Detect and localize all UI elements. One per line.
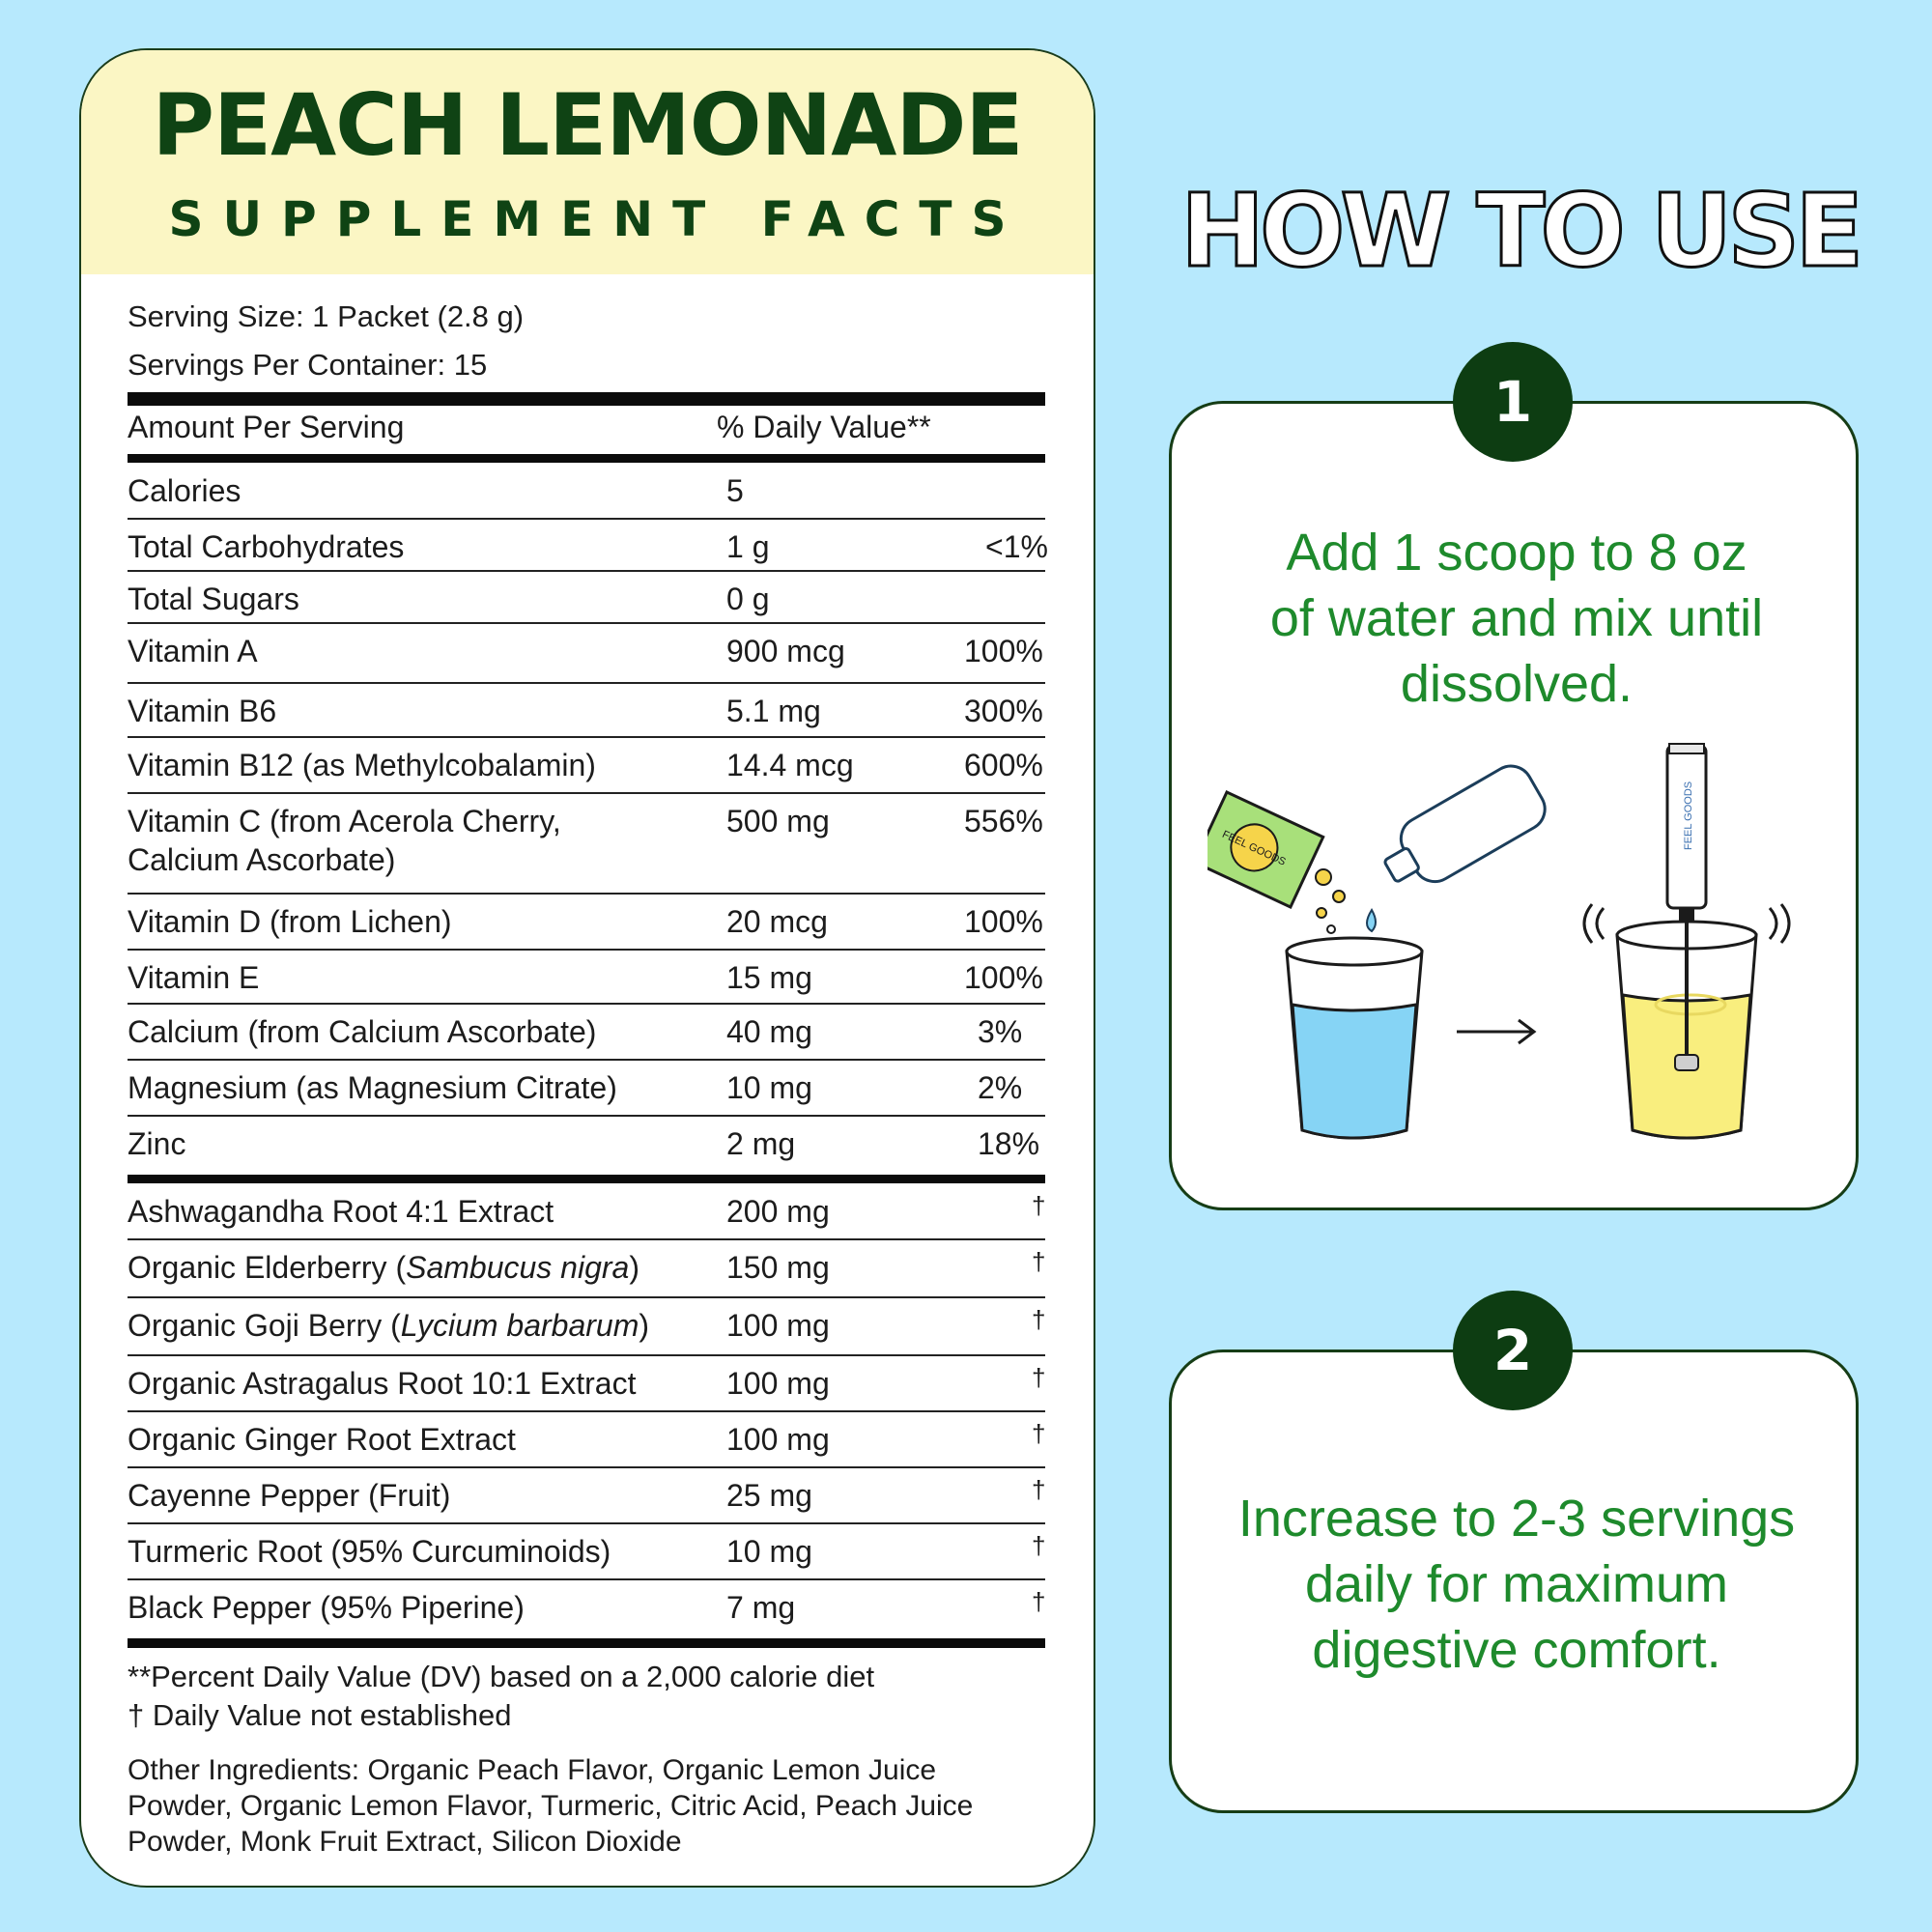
nutrient-name [128, 1012, 596, 1051]
daily-value-not-established-mark: † [1032, 1363, 1046, 1392]
facts-divider-header [128, 454, 1045, 463]
botanical-row [128, 1240, 1045, 1298]
botanical-amount: 200 mg [726, 1194, 830, 1229]
nutrient-name [128, 471, 241, 510]
botanical-row [128, 1580, 1045, 1638]
lemonade-glass-icon [1617, 922, 1756, 1138]
serving-size: Serving Size: 1 Packet (2.8 g) [128, 299, 525, 333]
motion-mark [1597, 908, 1604, 939]
nutrient-row [128, 1061, 1045, 1117]
nutrient-name [128, 527, 404, 566]
botanical-name [128, 1476, 450, 1515]
nutrient-daily-value: 100% [964, 960, 1043, 995]
step-1-line-1: Add 1 scoop to 8 oz [1286, 524, 1747, 582]
water-bottle-icon [1374, 758, 1553, 901]
botanical-name-text: Organic Astragalus Root 10:1 Extract [128, 1366, 637, 1401]
botanical-row [128, 1524, 1045, 1580]
nutrient-amount: 5 [726, 473, 744, 508]
nutrient-name [128, 958, 259, 997]
product-title: PEACH LEMONADE [152, 75, 1023, 175]
daily-value-not-established-mark: † [1032, 1475, 1046, 1504]
botanical-amount: 10 mg [726, 1534, 812, 1569]
footnote-dv: **Percent Daily Value (DV) based on a 2,000 calorie diet [128, 1660, 875, 1693]
nutrient-daily-value: 100% [964, 634, 1043, 668]
nutrient-amount: 20 mcg [726, 904, 828, 939]
nutrient-name-line: Vitamin E [128, 960, 260, 995]
nutrient-row [128, 572, 1045, 624]
facts-header [81, 50, 1094, 274]
nutrient-daily-value: 300% [964, 694, 1043, 728]
supplement-facts-card [79, 48, 1095, 1888]
daily-value-not-established-mark: † [1032, 1587, 1046, 1616]
botanical-amount: 100 mg [726, 1366, 830, 1401]
botanical-name [128, 1192, 554, 1231]
nutrient-row [128, 1005, 1045, 1061]
botanical-name-text: Turmeric Root (95% Curcuminoids) [128, 1534, 611, 1569]
botanical-latin-name: Lycium barbarum [400, 1308, 639, 1343]
daily-value-not-established-mark: † [1032, 1531, 1046, 1560]
nutrient-name-line: Vitamin D (from Lichen) [128, 904, 452, 939]
nutrient-name-line: Total Carbohydrates [128, 529, 405, 564]
botanical-name-text: Organic Ginger Root Extract [128, 1422, 516, 1457]
facts-divider-botanicals [128, 1175, 1045, 1183]
botanical-name [128, 1420, 516, 1459]
nutrient-row [128, 464, 1045, 520]
powder-dot [1333, 891, 1345, 902]
daily-value-not-established-mark: † [1032, 1419, 1046, 1448]
botanical-name-text: Black Pepper (95% Piperine) [128, 1590, 525, 1625]
nutrient-name-line: Zinc [128, 1126, 186, 1161]
step-1-line-3: dissolved. [1400, 655, 1634, 713]
motion-mark [1584, 904, 1592, 943]
powder-dot [1317, 908, 1326, 918]
nutrient-amount: 5.1 mg [726, 694, 821, 728]
water-glass-icon [1287, 938, 1422, 1138]
step-1-badge: 1 [1453, 342, 1573, 462]
nutrient-amount: 40 mg [726, 1014, 812, 1049]
nutrient-amount: 0 g [726, 582, 770, 616]
step-2-badge: 2 [1453, 1291, 1573, 1410]
botanical-name [128, 1588, 525, 1627]
water-drop [1367, 910, 1376, 931]
step-2-line-2: daily for maximum [1304, 1555, 1729, 1613]
nutrient-name-line: Calories [128, 473, 242, 508]
nutrient-name-line: Vitamin B12 (as Methylcobalamin) [128, 748, 596, 782]
nutrient-name-line: Vitamin C (from Acerola Cherry, [128, 804, 561, 838]
nutrient-row [128, 624, 1045, 684]
how-to-use-title: HOW TO USE [1180, 172, 1860, 290]
botanical-name [128, 1306, 649, 1345]
nutrient-daily-value: 100% [964, 904, 1043, 939]
col-amount-label: Amount Per Serving [128, 410, 405, 444]
botanical-row [128, 1184, 1045, 1240]
other-ingredients: Other Ingredients: Organic Peach Flavor, Organic Lemon Juice Powder, Organic Lemon Flavor, Turmeric, Citric Acid, Peach Juice Powder, Monk Fruit Extract, Silicon Dioxide [128, 1754, 974, 1858]
packet-icon [1208, 792, 1323, 907]
packet-label: FEEL GOODS [1220, 828, 1288, 868]
step-1-line-2: of water and mix until [1269, 589, 1764, 647]
nutrient-amount: 14.4 mcg [726, 748, 854, 782]
botanical-name-text: Cayenne Pepper (Fruit) [128, 1478, 451, 1513]
daily-value-not-established-mark: † [1032, 1247, 1046, 1276]
step-2-card [1169, 1350, 1859, 1813]
nutrient-amount: 10 mg [726, 1070, 812, 1105]
nutrient-daily-value: 600% [964, 748, 1043, 782]
nutrient-amount: 15 mg [726, 960, 812, 995]
botanical-name [128, 1248, 639, 1287]
nutrient-daily-value: 556% [964, 804, 1043, 838]
botanical-amount: 100 mg [726, 1422, 830, 1457]
nutrient-name-line: Total Sugars [128, 582, 299, 616]
powder-dot [1316, 869, 1331, 885]
nutrient-daily-value: 18% [978, 1126, 1040, 1161]
botanical-row [128, 1468, 1045, 1524]
motion-mark [1781, 904, 1789, 943]
nutrient-name [128, 902, 452, 941]
facts-divider-top [128, 392, 1045, 406]
motion-mark [1770, 908, 1776, 939]
nutrient-row [128, 895, 1045, 951]
nutrient-name [128, 632, 258, 670]
servings-per-container: Servings Per Container: 15 [128, 348, 488, 382]
botanical-name [128, 1364, 636, 1403]
nutrient-row [128, 738, 1045, 794]
nutrient-name-line: Calcium Ascorbate) [128, 842, 396, 877]
botanical-name-close: ) [629, 1250, 639, 1285]
botanical-amount: 7 mg [726, 1590, 796, 1625]
daily-value-not-established-mark: † [1032, 1305, 1046, 1334]
nutrient-name [128, 580, 299, 618]
botanical-row [128, 1412, 1045, 1468]
botanical-name-text: Ashwagandha Root 4:1 Extract [128, 1194, 554, 1229]
powder-dot [1327, 925, 1335, 933]
facts-subtitle: SUPPLEMENT FACTS [168, 191, 1026, 247]
nutrient-name-line: Magnesium (as Magnesium Citrate) [128, 1070, 617, 1105]
nutrient-amount: 900 mcg [726, 634, 845, 668]
arrow-right-icon [1457, 1020, 1534, 1043]
step-2-text [1172, 1486, 1861, 1683]
nutrient-name [128, 746, 596, 784]
botanical-latin-name: Sambucus nigra [406, 1250, 630, 1285]
daily-value-not-established-mark: † [1032, 1191, 1046, 1220]
frother-label: FEEL GOODS [1683, 781, 1694, 850]
botanical-amount: 25 mg [726, 1478, 812, 1513]
footnote-dagger: † Daily Value not established [128, 1698, 512, 1732]
botanical-name-text: Organic Elderberry ( [128, 1250, 407, 1285]
nutrient-row [128, 951, 1045, 1005]
step-2-line-1: Increase to 2-3 servings [1237, 1490, 1796, 1548]
col-dv-label: % Daily Value** [717, 410, 931, 444]
nutrient-name-line: Calcium (from Calcium Ascorbate) [128, 1014, 597, 1049]
botanical-amount: 150 mg [726, 1250, 830, 1285]
nutrient-row [128, 794, 1045, 895]
botanical-name-text: Organic Goji Berry ( [128, 1308, 401, 1343]
mixing-illustration [1208, 724, 1826, 1150]
nutrient-name [128, 802, 561, 879]
nutrient-name-line: Vitamin A [128, 634, 258, 668]
facts-divider-bottom [128, 1638, 1045, 1648]
nutrient-daily-value: 2% [978, 1070, 1023, 1105]
botanical-row [128, 1298, 1045, 1356]
step-2-line-3: digestive comfort. [1312, 1621, 1721, 1679]
nutrient-name-line: Vitamin B6 [128, 694, 277, 728]
nutrient-name [128, 692, 276, 730]
botanical-row [128, 1356, 1045, 1412]
nutrient-amount: 500 mg [726, 804, 830, 838]
nutrient-amount: 2 mg [726, 1126, 796, 1161]
nutrient-daily-value: 3% [978, 1014, 1023, 1049]
nutrient-amount: 1 g [726, 529, 770, 564]
step-1-text [1172, 520, 1861, 717]
botanical-amount: 100 mg [726, 1308, 830, 1343]
nutrient-name [128, 1124, 185, 1163]
nutrient-row [128, 520, 1048, 572]
nutrient-row [128, 684, 1045, 738]
nutrient-name [128, 1068, 617, 1107]
botanical-name-close: ) [639, 1308, 650, 1343]
nutrient-row [128, 1117, 1045, 1175]
botanical-name [128, 1532, 611, 1571]
nutrient-daily-value: <1% [985, 529, 1048, 564]
